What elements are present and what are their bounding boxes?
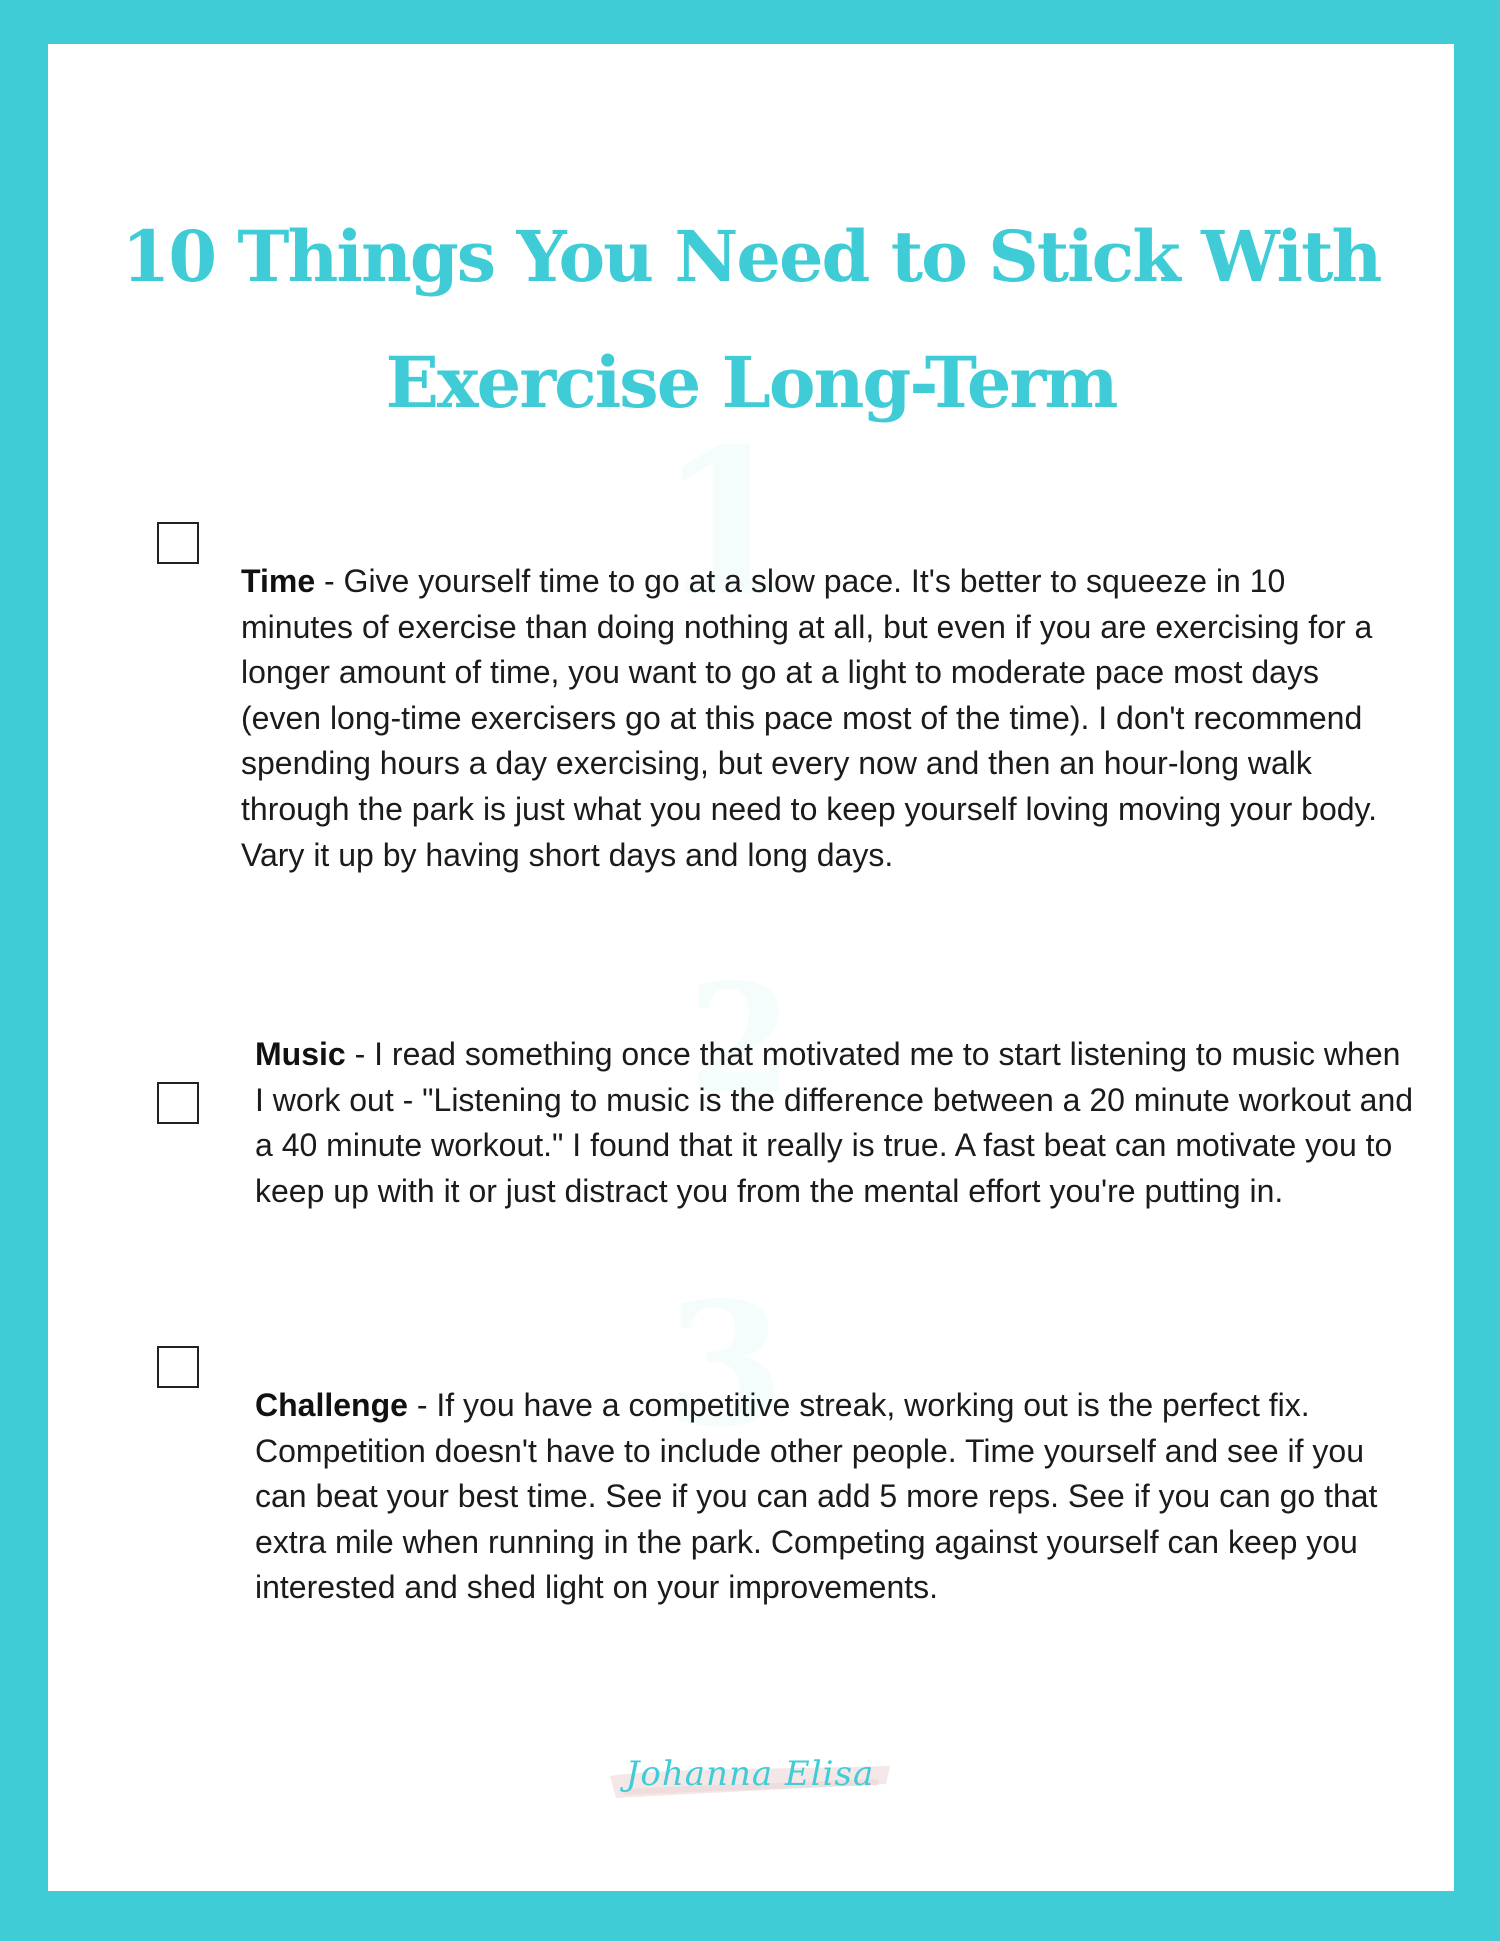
item-text-challenge bbox=[255, 1383, 1415, 1611]
item-label-challenge: Challenge bbox=[255, 1387, 408, 1423]
item-text-music bbox=[255, 1032, 1415, 1214]
author-signature bbox=[600, 1744, 900, 1814]
item-text-time bbox=[241, 559, 1391, 878]
watermark-number-2: 2 bbox=[688, 951, 793, 1127]
item-body-challenge: - If you have a competitive streak, working out is the perfect fix. Competition doesn't have to include other people. Time yourself and see if you can beat your best time. See if you can add 5 more reps. See if you can go that extra mile when running in the park. Competing against yourself can keep you interested and shed light on your improvements. bbox=[255, 1387, 1378, 1606]
signature-text: Johanna Elisa bbox=[625, 1754, 875, 1794]
item-body-music: - I read something once that motivated me to start listening to music when I work out - "Listening to music is the difference between a 20 minute workout and a 40 minute workout." I found that it really is true. A fast beat can motivate you to keep up with it or just distract you from the mental effort you're putting in. bbox=[255, 1036, 1414, 1209]
title-line-2: Exercise Long-Term bbox=[385, 341, 1117, 424]
item-body-time: - Give yourself time to go at a slow pace. It's better to squeeze in 10 minutes of exercise than doing nothing at all, but even if you are exercising for a longer amount of time, you want to go at a light to moderate pace most days (even long-time exercisers go at this pace most of the time). I don't recommend spending hours a day exercising, but every now and then an hour-long walk through the park is just what you need to keep yourself loving moving your body. Vary it up by having short days and long days. bbox=[241, 563, 1378, 873]
item-label-music: Music bbox=[255, 1036, 346, 1072]
item-label-time: Time bbox=[241, 563, 316, 599]
watermark-number-1: 1 bbox=[658, 406, 798, 641]
checkbox-time[interactable] bbox=[157, 522, 199, 564]
title-line-1: 10 Things You Need to Stick With bbox=[121, 215, 1381, 298]
checkbox-music[interactable] bbox=[157, 1082, 199, 1124]
checkbox-challenge[interactable] bbox=[157, 1346, 199, 1388]
watermark-number-3: 3 bbox=[666, 1265, 785, 1465]
worksheet-page bbox=[48, 44, 1454, 1891]
page-title bbox=[48, 194, 1454, 446]
